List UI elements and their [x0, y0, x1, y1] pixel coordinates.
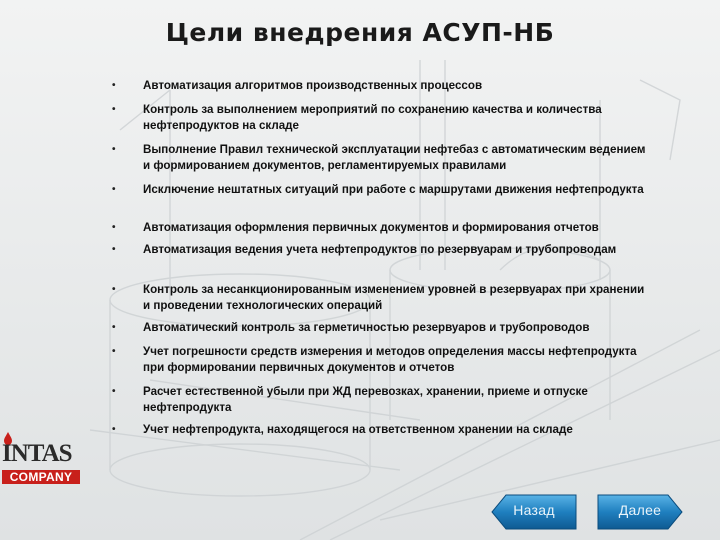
- next-button[interactable]: [596, 493, 684, 531]
- goal-item: [108, 282, 653, 314]
- bullet-icon: •: [112, 386, 116, 397]
- goal-item: [108, 320, 589, 336]
- goal-text: Расчет естественной убыли при ЖД перевозках, хранении, приеме и отпуске нефтепродукта: [143, 385, 588, 414]
- goal-text: Автоматизация алгоритмов производственных процессов: [143, 79, 483, 92]
- next-label: Далее: [618, 502, 662, 518]
- goal-text: Учет нефтепродукта, находящегося на ответственном хранении на складе: [143, 423, 573, 436]
- goal-text: Автоматизация ведения учета нефтепродуктов по резервуарам и трубопроводам: [143, 243, 617, 256]
- bullet-icon: •: [112, 80, 116, 91]
- goal-item: [108, 142, 653, 174]
- bullet-icon: •: [112, 184, 116, 195]
- bullet-icon: •: [112, 222, 116, 233]
- bullet-icon: •: [112, 104, 116, 115]
- bullet-icon: •: [112, 284, 116, 295]
- bullet-icon: •: [112, 346, 116, 357]
- logo-company-label: COMPANY: [2, 470, 80, 484]
- goal-text: Автоматический контроль за герметичностью резервуаров и трубопроводов: [143, 321, 590, 334]
- goal-text: Исключение нештатных ситуаций при работе с маршрутами движения нефтепродукта: [143, 183, 644, 196]
- bullet-icon: •: [112, 322, 116, 333]
- goal-item: [108, 78, 482, 94]
- goal-item: [108, 422, 573, 438]
- goal-item: [108, 242, 616, 258]
- goal-item: [108, 182, 644, 198]
- goal-item: [108, 102, 653, 134]
- goal-item: [108, 344, 653, 376]
- back-button[interactable]: [490, 493, 578, 531]
- goal-text: Учет погрешности средств измерения и методов определения массы нефтепродукта при формировании первичных документов и отчетов: [143, 345, 637, 374]
- goal-text: Контроль за несанкционированным изменением уровней в резервуарах при хранении и проведении технологических операций: [143, 283, 645, 312]
- goal-item: [108, 220, 599, 236]
- company-logo: [0, 432, 82, 494]
- back-label: Назад: [513, 502, 555, 518]
- slide-title: Цели внедрения АСУП-НБ: [165, 18, 555, 47]
- goal-item: [108, 384, 653, 416]
- goal-text: Выполнение Правил технической эксплуатации нефтебаз с автоматическим ведением и формированием документов, регламентируемых правилами: [143, 143, 646, 172]
- goal-text: Автоматизация оформления первичных документов и формирования отчетов: [143, 221, 599, 234]
- bullet-icon: •: [112, 244, 116, 255]
- bullet-icon: •: [112, 144, 116, 155]
- goal-text: Контроль за выполнением мероприятий по сохранению качества и количества нефтепродуктов на складе: [143, 103, 602, 132]
- bullet-icon: •: [112, 424, 116, 435]
- logo-wordmark: INTAS: [2, 440, 72, 467]
